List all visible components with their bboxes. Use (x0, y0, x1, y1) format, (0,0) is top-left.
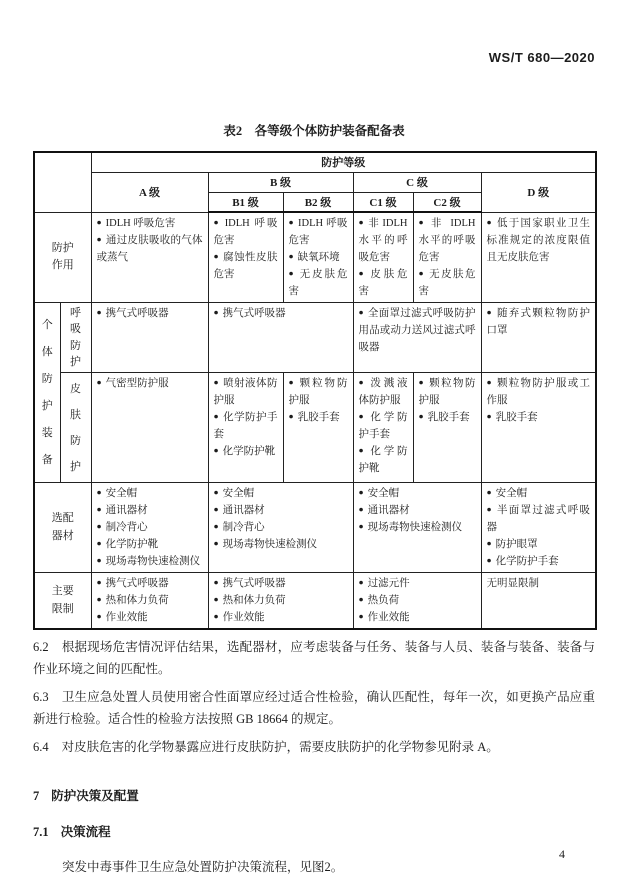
bullet-item (487, 409, 591, 426)
bullet-item (359, 305, 476, 356)
cell-respiratory-b (208, 303, 353, 373)
item-text: 携气式呼吸器 (222, 308, 286, 319)
item-text: 现场毒物快速检测仪 (367, 522, 463, 533)
item-text: 乳胶手套 (297, 412, 340, 423)
flow-note-paragraph: 突发中毒事件卫生应急处置防护决策流程，见图2。 (62, 860, 344, 874)
bullet-item (359, 592, 476, 609)
bullet-icon: ● (358, 521, 364, 531)
bullet-item (214, 249, 278, 283)
bullet-item (289, 375, 348, 409)
bullet-item (97, 232, 203, 266)
item-text: 制冷背心 (105, 522, 148, 533)
row-label-respiratory: 呼吸防护 (60, 303, 91, 373)
item-text: 低于国家职业卫生标准规定的浓度限值且无皮肤危害 (486, 217, 591, 263)
row-label-effect: 防护作用 (34, 212, 91, 303)
bullet-icon: ● (96, 233, 102, 244)
bullet-item (359, 215, 408, 266)
item-text: 化学防护靴 (222, 446, 276, 457)
section-text: 根据现场危害情况评估结果，选配器材，应考虑装备与任务、装备与人员、装备与装备、装备与作业环境之间的匹配性。 (33, 640, 595, 676)
bullet-icon: ● (96, 538, 102, 548)
bullet-icon: ● (213, 577, 219, 587)
bullet-item (487, 485, 591, 502)
item-text: 携气式呼吸器 (222, 578, 286, 589)
bullet-item (487, 553, 591, 570)
bullet-icon: ● (213, 251, 220, 261)
item-text: IDLH 呼吸危害 (288, 218, 348, 246)
bullet-icon: ● (486, 487, 492, 497)
bullet-icon: ● (486, 504, 493, 514)
item-text: 安全帽 (105, 488, 138, 499)
item-text: 防护眼罩 (495, 539, 538, 550)
cell-optional-c (353, 483, 481, 573)
cell-optional-b (208, 483, 353, 573)
bullet-item (97, 502, 203, 519)
header-level-c2: C2 级 (413, 192, 481, 212)
bullet-item (359, 609, 476, 626)
bullet-item (214, 609, 348, 626)
item-text: 全面罩过滤式呼吸防护用品或动力送风过滤式呼吸器 (358, 308, 476, 353)
bullet-icon: ● (96, 504, 102, 514)
bullet-icon: ● (96, 216, 102, 227)
bullet-item (97, 305, 203, 322)
table-title (33, 121, 595, 139)
row-label-skin: 皮肤防护 (60, 373, 91, 483)
heading-number: 7.1 (33, 825, 49, 839)
row-label-limits: 主要限制 (34, 573, 91, 630)
item-text: 颗粒物防护服 (418, 378, 476, 406)
cell-respiratory-a (91, 303, 208, 373)
item-text: IDLH 呼吸危害 (213, 218, 278, 246)
item-text: 通讯器材 (105, 505, 148, 516)
bullet-item (419, 375, 476, 409)
bullet-icon: ● (358, 411, 367, 421)
bullet-item (289, 409, 348, 426)
heading-text: 决策流程 (60, 825, 111, 839)
item-text: 半面罩过滤式呼吸器 (486, 505, 591, 533)
cell-skin-c1 (353, 373, 413, 483)
bullet-icon: ● (96, 594, 102, 604)
cell-effect-b1 (208, 212, 283, 303)
bullet-icon: ● (358, 217, 365, 227)
bullet-item (487, 536, 591, 553)
bullet-icon: ● (96, 307, 102, 317)
bullet-item (487, 215, 591, 266)
row-main-limitations (34, 573, 596, 630)
item-text: 缺氧环境 (297, 252, 340, 263)
bullet-icon: ● (213, 538, 219, 548)
bullet-icon: ● (288, 251, 294, 261)
bullet-icon: ● (418, 217, 427, 227)
item-text: 通讯器材 (367, 505, 410, 516)
item-text: 无皮肤危害 (418, 269, 476, 297)
bullet-icon: ● (213, 521, 219, 531)
item-text: 热负荷 (367, 595, 400, 606)
bullet-item (214, 536, 348, 553)
bullet-icon: ● (358, 611, 364, 621)
bullet-item (97, 536, 203, 553)
bullet-item (214, 409, 278, 443)
bullet-icon: ● (418, 268, 426, 278)
bullet-item (359, 502, 476, 519)
bullet-item (97, 375, 203, 392)
item-text: 热和体力负荷 (105, 595, 169, 606)
cell-effect-b2 (283, 212, 353, 303)
page-number: 4 (559, 847, 565, 861)
cell-effect-a (91, 212, 208, 303)
bullet-icon: ● (418, 377, 426, 387)
bullet-item (487, 375, 591, 409)
bullet-icon: ● (213, 377, 220, 387)
paragraph-6-2 (33, 636, 595, 680)
row-group-label-ppe: 个体防护装备 (34, 303, 60, 483)
bullet-icon: ● (358, 487, 364, 497)
row-optional-equipment (34, 483, 596, 573)
bullet-item (419, 215, 476, 266)
bullet-icon: ● (213, 487, 219, 497)
bullet-icon: ● (96, 377, 102, 387)
bullet-item (487, 305, 591, 339)
bullet-item (359, 375, 408, 409)
cell-effect-c1 (353, 212, 413, 303)
item-text: 颗粒物防护服 (288, 378, 348, 406)
bullet-icon: ● (358, 577, 364, 587)
bullet-item (214, 215, 278, 249)
item-text: 现场毒物快速检测仪 (105, 556, 201, 567)
bullet-icon: ● (213, 594, 219, 604)
item-text: 乳胶手套 (427, 412, 470, 423)
cell-skin-b1 (208, 373, 283, 483)
bullet-item (214, 592, 348, 609)
bullet-item (359, 575, 476, 592)
table-title-text: 各等级个体防护装备配备表 (254, 124, 405, 138)
item-text: 泼溅液体防护服 (358, 378, 408, 406)
section-text: 对皮肤危害的化学物暴露应进行皮肤防护，需要皮肤防护的化学物参见附录 A。 (61, 740, 499, 754)
cell-respiratory-c (353, 303, 481, 373)
corner-cell (34, 152, 91, 212)
bullet-item (359, 519, 476, 536)
doc-header (33, 0, 595, 65)
bullet-item (214, 375, 278, 409)
row-respiratory-protection (34, 303, 596, 373)
bullet-icon: ● (358, 504, 364, 514)
item-text: 作业效能 (222, 612, 265, 623)
item-text: 现场毒物快速检测仪 (222, 539, 318, 550)
item-text: 热和体力负荷 (222, 595, 286, 606)
bullet-icon: ● (358, 594, 364, 604)
header-level-d: D 级 (481, 172, 596, 212)
row-protective-effect (34, 212, 596, 303)
item-text: 作业效能 (367, 612, 410, 623)
bullet-item (289, 249, 348, 266)
header-protection-level: 防护等级 (91, 152, 596, 172)
header-level-b2: B2 级 (283, 192, 353, 212)
header-level-b: B 级 (208, 172, 353, 192)
item-text: 无明显限制 (486, 578, 539, 589)
bullet-item (359, 443, 408, 477)
doc-code: WS/T 680—2020 (488, 50, 595, 65)
bullet-item (214, 502, 348, 519)
row-label-optional: 选配器材 (34, 483, 91, 573)
item-text: 化学防护手套 (213, 412, 278, 440)
item-text: 乳胶手套 (495, 412, 538, 423)
bullet-icon: ● (96, 521, 102, 531)
item-text: 化学防护手套 (495, 556, 559, 567)
bullet-item (289, 266, 348, 300)
item-text: 气密型防护服 (105, 378, 169, 389)
bullet-icon: ● (486, 377, 493, 387)
cell-optional-d (481, 483, 596, 573)
item-text: 过滤元件 (367, 578, 410, 589)
heading-7-1 (33, 822, 595, 842)
bullet-icon: ● (213, 307, 219, 317)
heading-7 (33, 786, 595, 806)
bullet-item (419, 266, 476, 300)
item-text: 安全帽 (222, 488, 255, 499)
bullet-item (359, 409, 408, 443)
ppe-table (33, 151, 597, 630)
bullet-item (214, 485, 348, 502)
bullet-item (97, 553, 203, 570)
item-text: 安全帽 (495, 488, 528, 499)
bullet-item (214, 519, 348, 536)
bullet-icon: ● (213, 504, 219, 514)
item-text: 携气式呼吸器 (105, 578, 169, 589)
section-number: 6.2 (33, 640, 49, 654)
bullet-icon: ● (96, 611, 102, 621)
item-text: 非 IDLH 水平的呼吸危害 (358, 218, 408, 263)
cell-effect-d (481, 212, 596, 303)
bullet-item (97, 485, 203, 502)
cell-limits-d (481, 573, 596, 630)
row-skin-protection (34, 373, 596, 483)
bullet-icon: ● (358, 377, 367, 387)
bullet-icon: ● (358, 445, 367, 455)
item-text: 随弃式颗粒物防护口罩 (486, 308, 591, 336)
bullet-icon: ● (96, 577, 102, 587)
item-text: 作业效能 (105, 612, 148, 623)
bullet-icon: ● (288, 268, 296, 278)
cell-optional-a (91, 483, 208, 573)
cell-limits-b (208, 573, 353, 630)
heading-text: 防护决策及配置 (51, 789, 139, 803)
item-text: 安全帽 (367, 488, 400, 499)
item-text: 腐蚀性皮肤危害 (213, 252, 278, 280)
cell-respiratory-d (481, 303, 596, 373)
cell-limits-c (353, 573, 481, 630)
bullet-item (214, 443, 278, 460)
bullet-item (97, 592, 203, 609)
bullet-icon: ● (288, 377, 296, 387)
bullet-item (419, 409, 476, 426)
bullet-icon: ● (358, 307, 364, 317)
bullet-item (359, 485, 476, 502)
item-text: 制冷背心 (222, 522, 265, 533)
cell-skin-c2 (413, 373, 481, 483)
item-text: 皮肤危害 (358, 269, 408, 297)
bullet-icon: ● (486, 216, 493, 227)
item-text: 非 IDLH 水平的呼吸危害 (418, 218, 476, 263)
bullet-icon: ● (213, 411, 220, 421)
section-number: 6.4 (33, 740, 49, 754)
item-text: 化学防护靴 (105, 539, 159, 550)
bullet-item (97, 575, 203, 592)
heading-number: 7 (33, 789, 40, 803)
cell-skin-d (481, 373, 596, 483)
section-text: 卫生应急处置人员使用密合性面罩应经过适合性检验，确认匹配性，每年一次，如更换产品应重新进行检验。适合性的检验方法按照 GB 18664 的规定。 (33, 690, 595, 726)
bullet-icon: ● (96, 487, 102, 497)
item-text: 喷射液体防护服 (213, 378, 278, 406)
bullet-icon: ● (213, 611, 219, 621)
header-level-b1: B1 级 (208, 192, 283, 212)
cell-limits-a (91, 573, 208, 630)
header-level-c1: C1 级 (353, 192, 413, 212)
bullet-item (359, 266, 408, 300)
bullet-icon: ● (486, 555, 492, 565)
bullet-icon: ● (213, 445, 219, 455)
cell-skin-a (91, 373, 208, 483)
bullet-item (214, 305, 348, 322)
bullet-item (97, 215, 203, 232)
bullet-item (487, 502, 591, 536)
item-text: 化学防护手套 (358, 412, 408, 440)
cell-skin-b2 (283, 373, 353, 483)
table-number: 表2 (223, 124, 243, 138)
bullet-item (214, 575, 348, 592)
item-text: 化学防护靴 (358, 446, 408, 474)
section-number: 6.3 (33, 690, 49, 704)
header-level-a: A 级 (91, 172, 208, 212)
bullet-icon: ● (288, 411, 294, 421)
item-text: IDLH 呼吸危害 (105, 217, 176, 229)
bullet-icon: ● (213, 217, 221, 227)
header-level-c: C 级 (353, 172, 481, 192)
bullet-icon: ● (486, 411, 492, 421)
bullet-icon: ● (486, 538, 492, 548)
bullet-icon: ● (358, 268, 367, 278)
item-text: 通过皮肤吸收的气体或蒸气 (96, 234, 203, 263)
cell-effect-c2 (413, 212, 481, 303)
bullet-item (97, 609, 203, 626)
bullet-icon: ● (486, 307, 493, 317)
bullet-icon: ● (418, 411, 424, 421)
item-text: 携气式呼吸器 (105, 308, 169, 319)
item-text: 无皮肤危害 (288, 269, 348, 297)
item-text: 通讯器材 (222, 505, 265, 516)
bullet-item (97, 519, 203, 536)
bullet-item (289, 215, 348, 249)
bullet-icon: ● (288, 217, 295, 227)
paragraph-6-4 (33, 736, 595, 758)
bullet-icon: ● (96, 555, 102, 565)
paragraph-6-3 (33, 686, 595, 730)
item-text: 颗粒物防护服或工作服 (486, 378, 591, 406)
